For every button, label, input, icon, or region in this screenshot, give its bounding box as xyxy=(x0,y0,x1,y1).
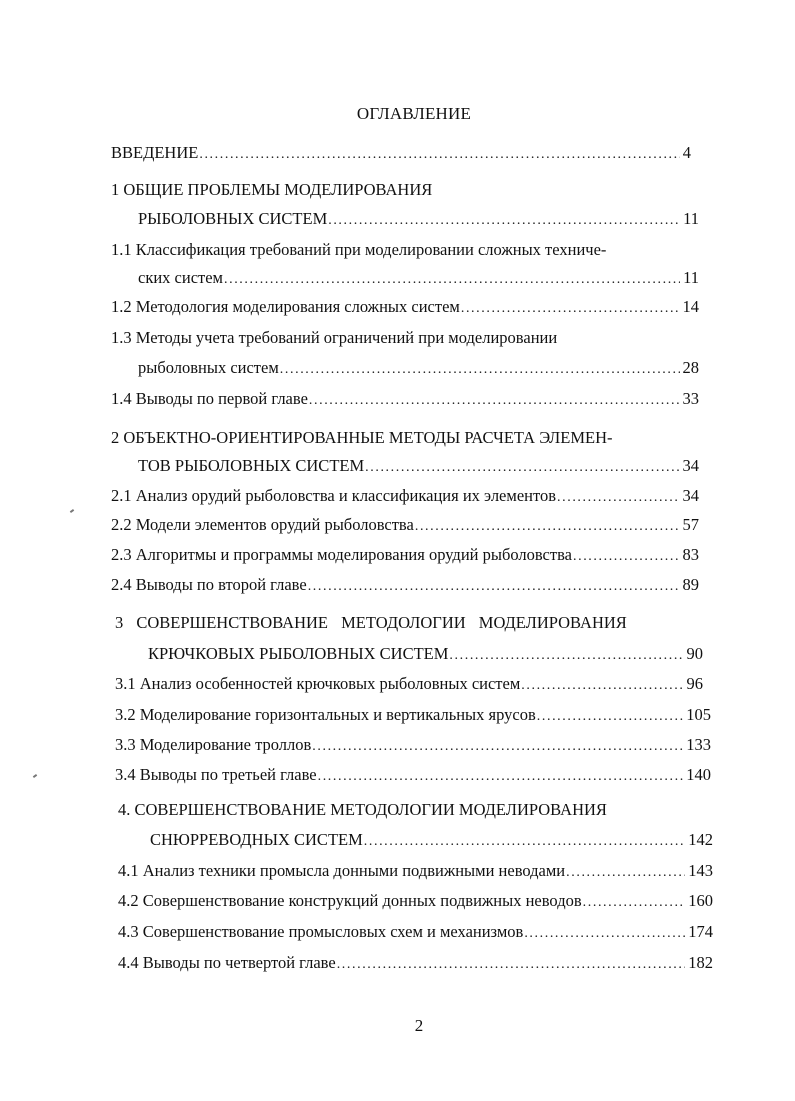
leader-dots xyxy=(521,678,683,694)
toc-entry-section-2-3[interactable] xyxy=(111,545,699,567)
toc-entry-section-2-1[interactable] xyxy=(111,486,699,508)
leader-dots xyxy=(566,865,685,881)
toc-entry-text: ТОВ РЫБОЛОВНЫХ СИСТЕМ xyxy=(138,456,365,475)
toc-chapter-4-heading[interactable]: 4. СОВЕРШЕНСТВОВАНИЕ МЕТОДОЛОГИИ МОДЕЛИРОВАНИЯ xyxy=(118,800,607,819)
toc-entry-text: 4.4 Выводы по четвертой главе xyxy=(118,953,336,972)
scan-speck xyxy=(33,774,37,778)
toc-entry-text: СНЮРРЕВОДНЫХ СИСТЕМ xyxy=(150,830,363,849)
leader-dots xyxy=(309,393,680,409)
toc-section-1-1-heading[interactable]: 1.1 Классификация требований при моделировании сложных техниче- xyxy=(111,240,607,259)
leader-dots xyxy=(312,739,683,755)
toc-entry-section-4-2[interactable] xyxy=(118,891,713,913)
toc-entry-text: 3.2 Моделирование горизонтальных и вертикальных ярусов xyxy=(115,705,536,724)
toc-entry-section-3-3[interactable] xyxy=(115,735,711,757)
toc-entry-section-1-1[interactable] xyxy=(138,268,699,290)
toc-entry-section-4-4[interactable] xyxy=(118,953,713,975)
toc-entry-text: ских систем xyxy=(138,268,223,287)
toc-entry-text: 4.2 Совершенствование конструкций донных подвижных неводов xyxy=(118,891,582,910)
toc-entry-text: РЫБОЛОВНЫХ СИСТЕМ xyxy=(138,209,328,228)
page-title: ОГЛАВЛЕНИЕ xyxy=(356,104,472,123)
toc-page-number: 133 xyxy=(686,735,711,754)
toc-entry-chapter-4[interactable] xyxy=(150,830,713,852)
toc-page-number: 57 xyxy=(682,515,699,534)
scan-speck xyxy=(70,509,74,513)
toc-entry-text: 1.4 Выводы по первой главе xyxy=(111,389,308,408)
toc-page-number: 105 xyxy=(686,705,711,724)
toc-chapter-3-heading[interactable]: 3 СОВЕРШЕНСТВОВАНИЕ МЕТОДОЛОГИИ МОДЕЛИРОВАНИЯ xyxy=(115,613,627,632)
toc-page-number: 90 xyxy=(686,644,703,663)
leader-dots xyxy=(573,549,680,565)
toc-page-number: 11 xyxy=(683,209,699,228)
toc-entry-section-3-1[interactable] xyxy=(115,674,703,696)
toc-entry-text: 2.1 Анализ орудий рыболовства и классификация их элементов xyxy=(111,486,557,505)
toc-entry-section-1-2[interactable] xyxy=(111,297,699,319)
leader-dots xyxy=(318,769,684,785)
toc-entry-text: 2.4 Выводы по второй главе xyxy=(111,575,307,594)
toc-page-number: 143 xyxy=(688,861,713,880)
leader-dots xyxy=(415,519,680,535)
toc-page-number: 174 xyxy=(688,922,713,941)
toc-page-number: 11 xyxy=(683,268,699,287)
toc-entry-text: 3.1 Анализ особенностей крючковых рыболовных систем xyxy=(115,674,521,693)
leader-dots xyxy=(461,301,680,317)
toc-page-number: 140 xyxy=(686,765,711,784)
toc-entry-text: 1.2 Методология моделирования сложных систем xyxy=(111,297,460,316)
toc-entry-section-3-4[interactable] xyxy=(115,765,711,787)
page-number: 2 xyxy=(414,1016,424,1035)
toc-page-number: 33 xyxy=(682,389,699,408)
leader-dots xyxy=(328,213,680,229)
leader-dots xyxy=(583,895,686,911)
toc-page-number: 28 xyxy=(682,358,699,377)
toc-page-number: 96 xyxy=(686,674,703,693)
toc-entry-chapter-1[interactable] xyxy=(138,209,699,231)
leader-dots xyxy=(449,648,683,664)
toc-entry-section-4-1[interactable] xyxy=(118,861,713,883)
toc-page-number: 182 xyxy=(688,953,713,972)
toc-entry-text: 2.2 Модели элементов орудий рыболовства xyxy=(111,515,414,534)
toc-page-number: 89 xyxy=(682,575,699,594)
toc-entry-chapter-2[interactable] xyxy=(138,456,699,478)
toc-entry-chapter-3[interactable] xyxy=(148,644,703,666)
toc-page-number: 14 xyxy=(682,297,699,316)
leader-dots xyxy=(224,272,680,288)
leader-dots xyxy=(199,147,679,163)
toc-entry-section-1-4[interactable] xyxy=(111,389,699,411)
toc-page-number: 160 xyxy=(688,891,713,910)
toc-entry-section-2-2[interactable] xyxy=(111,515,699,537)
toc-chapter-1-heading[interactable]: 1 ОБЩИЕ ПРОБЛЕМЫ МОДЕЛИРОВАНИЯ xyxy=(111,180,433,199)
leader-dots xyxy=(337,957,686,973)
toc-page-number: 34 xyxy=(682,456,699,475)
toc-entry-text: ВВЕДЕНИЕ xyxy=(111,143,199,162)
toc-page-number: 142 xyxy=(688,830,713,849)
toc-entry-intro[interactable] xyxy=(111,143,691,165)
toc-page-number: 4 xyxy=(682,143,691,162)
toc-entry-text: 3.4 Выводы по третьей главе xyxy=(115,765,317,784)
toc-page-number: 34 xyxy=(682,486,699,505)
leader-dots xyxy=(524,926,685,942)
toc-entry-text: КРЮЧКОВЫХ РЫБОЛОВНЫХ СИСТЕМ xyxy=(148,644,449,663)
leader-dots xyxy=(364,834,685,850)
toc-section-1-3-heading[interactable]: 1.3 Методы учета требований ограничений при моделировании xyxy=(111,328,558,347)
toc-entry-text: рыболовных систем xyxy=(138,358,279,377)
toc-entry-section-4-3[interactable] xyxy=(118,922,713,944)
toc-entry-section-2-4[interactable] xyxy=(111,575,699,597)
leader-dots xyxy=(365,460,679,476)
toc-entry-text: 3.3 Моделирование троллов xyxy=(115,735,312,754)
toc-entry-text: 4.1 Анализ техники промысла донными подвижными неводами xyxy=(118,861,566,880)
leader-dots xyxy=(537,709,683,725)
toc-entry-text: 2.3 Алгоритмы и программы моделирования орудий рыболовства xyxy=(111,545,572,564)
toc-entry-section-1-3[interactable] xyxy=(138,358,699,380)
leader-dots xyxy=(280,362,680,378)
leader-dots xyxy=(308,579,680,595)
toc-entry-text: 4.3 Совершенствование промысловых схем и механизмов xyxy=(118,922,524,941)
toc-chapter-2-heading[interactable]: 2 ОБЪЕКТНО-ОРИЕНТИРОВАННЫЕ МЕТОДЫ РАСЧЕТА ЭЛЕМЕН- xyxy=(111,428,613,447)
toc-entry-section-3-2[interactable] xyxy=(115,705,711,727)
toc-page-number: 83 xyxy=(682,545,699,564)
leader-dots xyxy=(557,490,679,506)
